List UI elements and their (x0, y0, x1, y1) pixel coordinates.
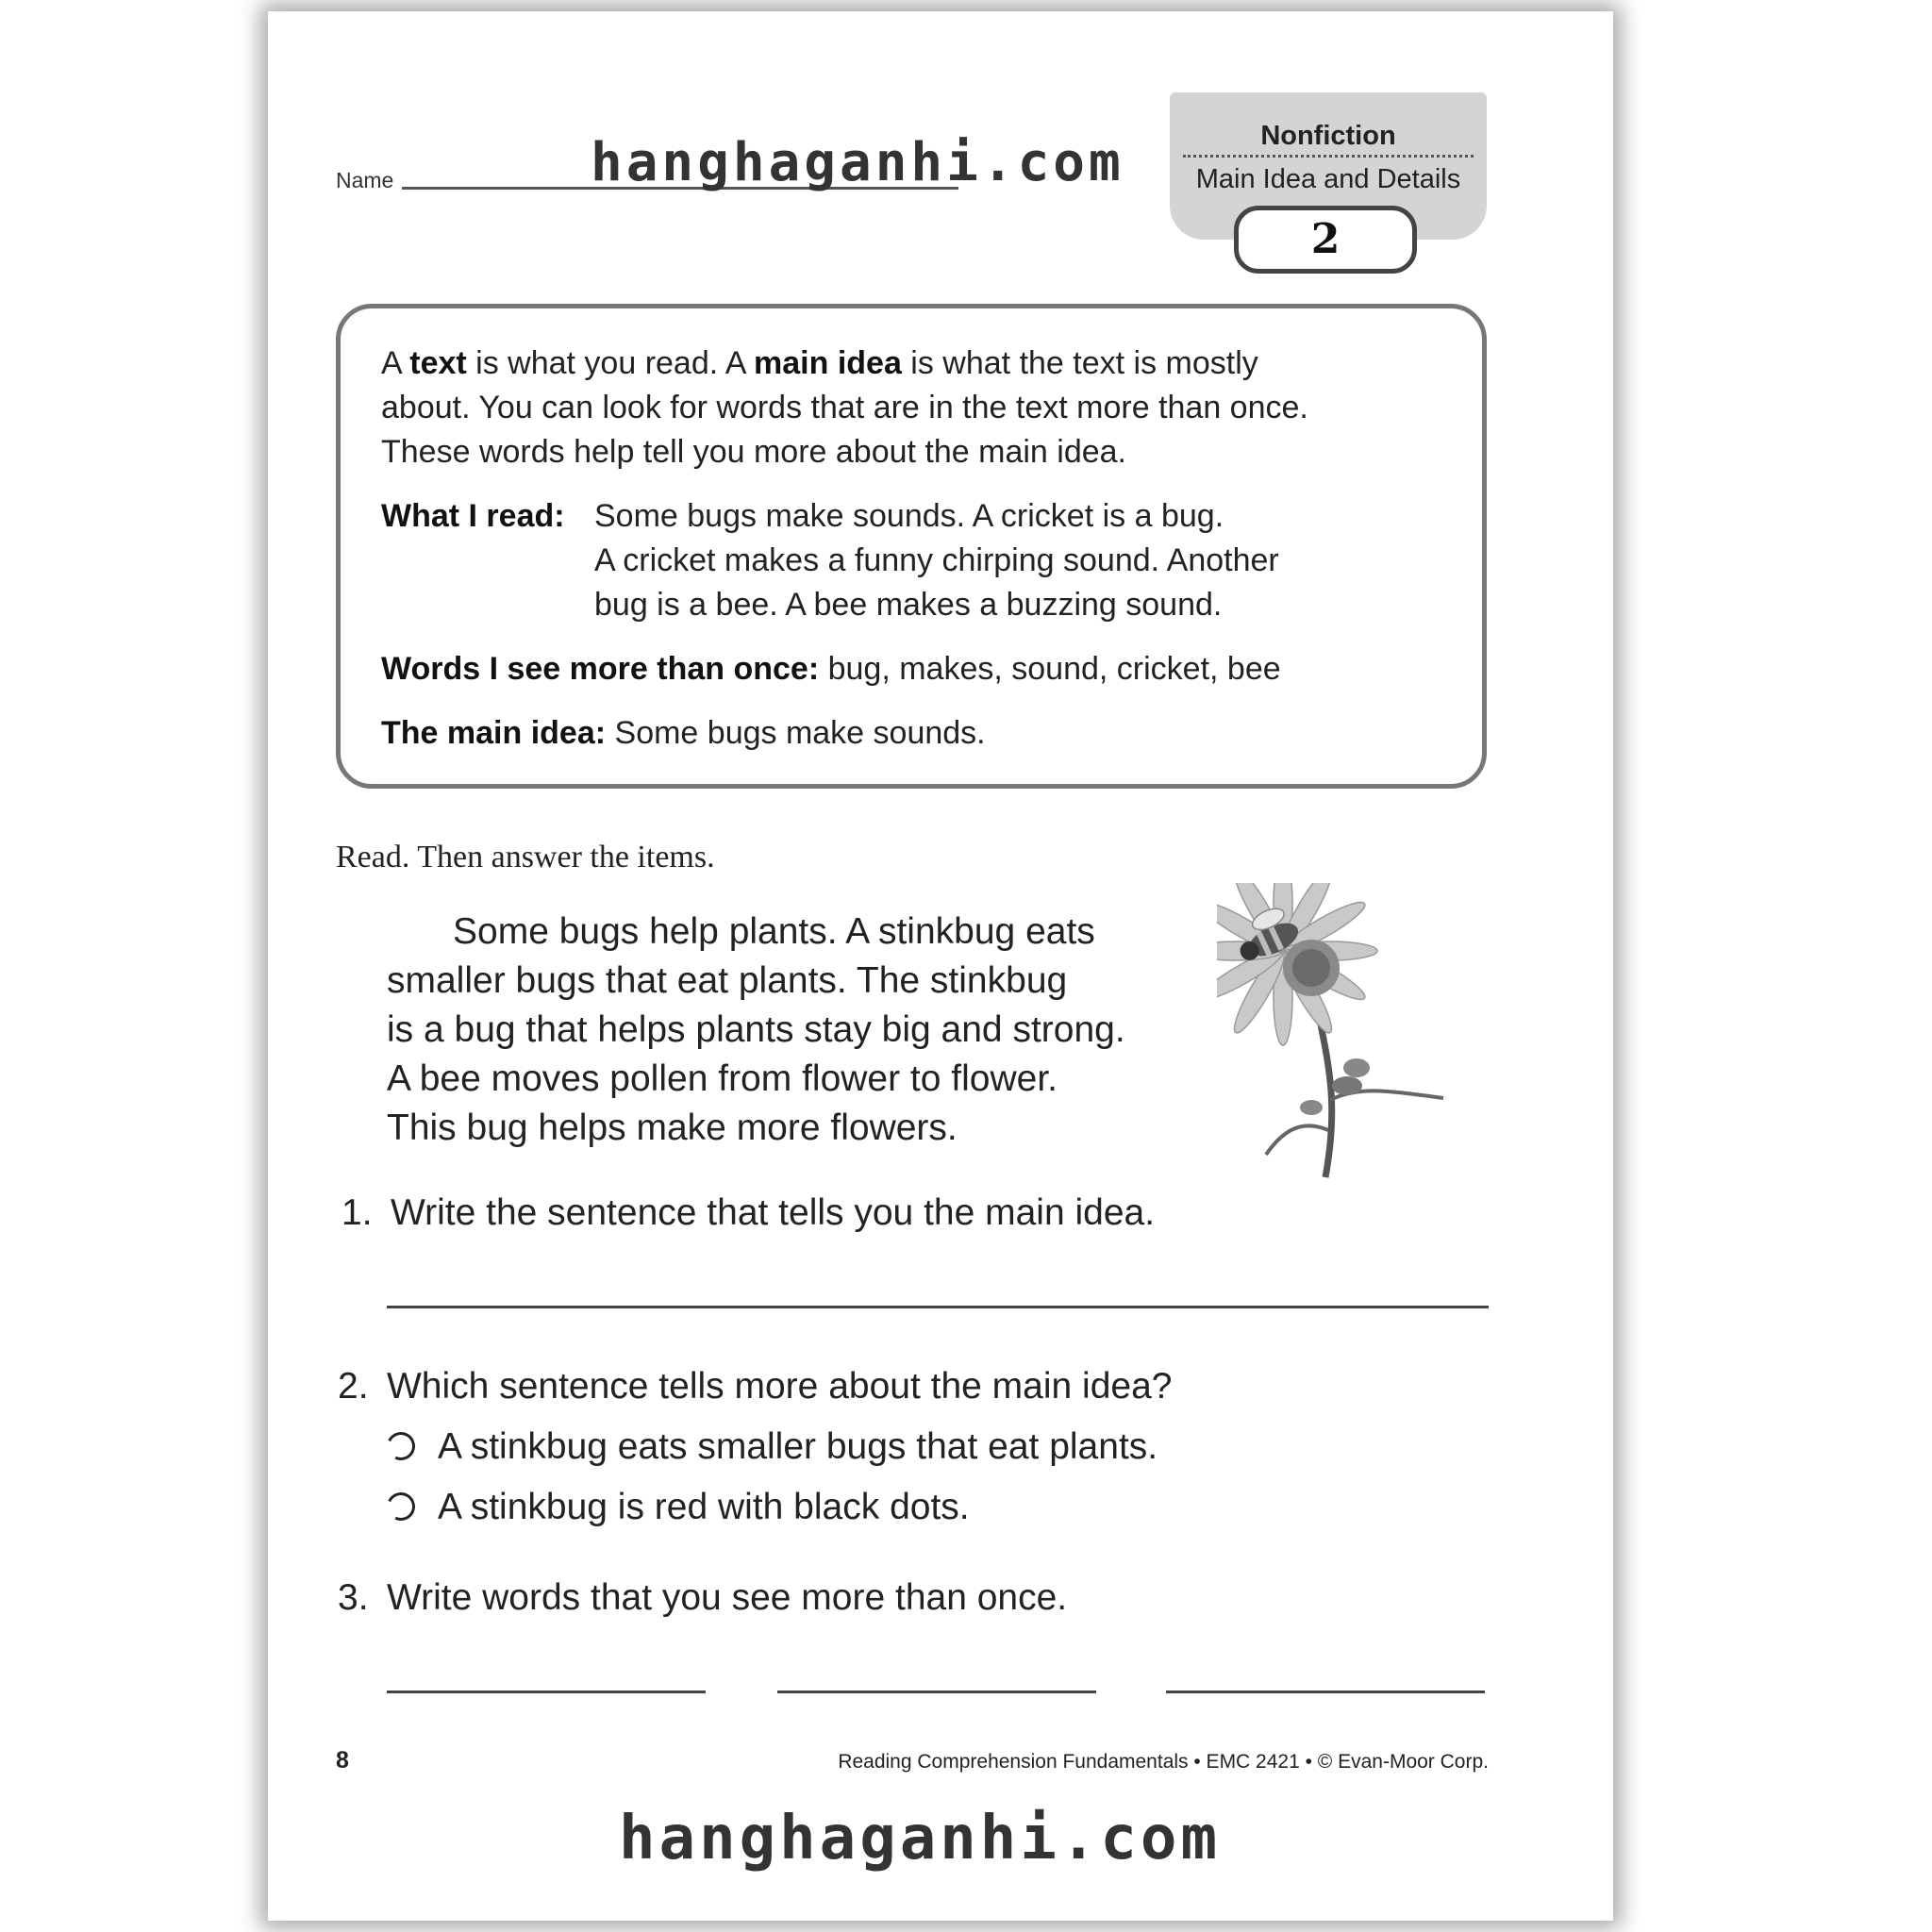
info-paragraph-line2: about. You can look for words that are in the text more than once. (381, 390, 1308, 425)
question-1: 1. Write the sentence that tells you the main idea. (341, 1192, 1156, 1233)
question-3: 3. Write words that you see more than once. (338, 1577, 1068, 1618)
watermark-top: hanghaganhi.com (591, 132, 1124, 193)
footer-credit: Reading Comprehension Fundamentals • EMC 2421 • © Evan-Moor Corp. (838, 1751, 1489, 1773)
instructions: Read. Then answer the items. (336, 840, 715, 874)
words-more-than-once-row: Words I see more than once: bug, makes, sound, cricket, bee (381, 651, 1281, 687)
tab-divider (1183, 155, 1474, 158)
name-label: Name (336, 168, 394, 192)
answer-line-3b[interactable] (777, 1690, 1096, 1693)
info-paragraph-line1: A text is what you read. A main idea is what the text is mostly (381, 345, 1258, 381)
flower-bee-icon (1217, 883, 1453, 1181)
radio-option-a[interactable] (383, 1428, 419, 1464)
what-i-read-line3: bug is a bee. A bee makes a buzzing sound. (594, 587, 1223, 623)
page-number: 8 (336, 1747, 349, 1774)
unit-number-badge: 2 (1234, 206, 1417, 274)
what-i-read-line2: A cricket makes a funny chirping sound. Another (594, 542, 1279, 578)
main-idea-row: The main idea: Some bugs make sounds. (381, 715, 986, 751)
question-2: 2. Which sentence tells more about the main idea? (338, 1366, 1173, 1407)
answer-line-3a[interactable] (387, 1690, 706, 1693)
watermark-bottom: hanghaganhi.com (619, 1804, 1221, 1874)
info-paragraph-line3: These words help tell you more about the main idea. (381, 434, 1127, 470)
answer-line-1[interactable] (387, 1306, 1489, 1308)
reading-passage: Some bugs help plants. A stinkbug eats smaller bugs that eat plants. The stinkbug is a bug that helps plants stay big and strong. A bee moves pollen from flower to flower. This bug helps make more flowers. (387, 911, 1125, 1148)
what-i-read-line1: Some bugs make sounds. A cricket is a bug. (594, 498, 1224, 534)
option-b[interactable]: A stinkbug is red with black dots. (387, 1487, 970, 1528)
option-a[interactable]: A stinkbug eats smaller bugs that eat plants. (387, 1426, 1158, 1468)
what-i-read-label: What I read: (381, 498, 565, 534)
answer-line-3c[interactable] (1166, 1690, 1485, 1693)
skill-label: Main Idea and Details (1195, 164, 1461, 194)
radio-option-b[interactable] (383, 1489, 419, 1524)
category-label: Nonfiction (1260, 121, 1396, 151)
